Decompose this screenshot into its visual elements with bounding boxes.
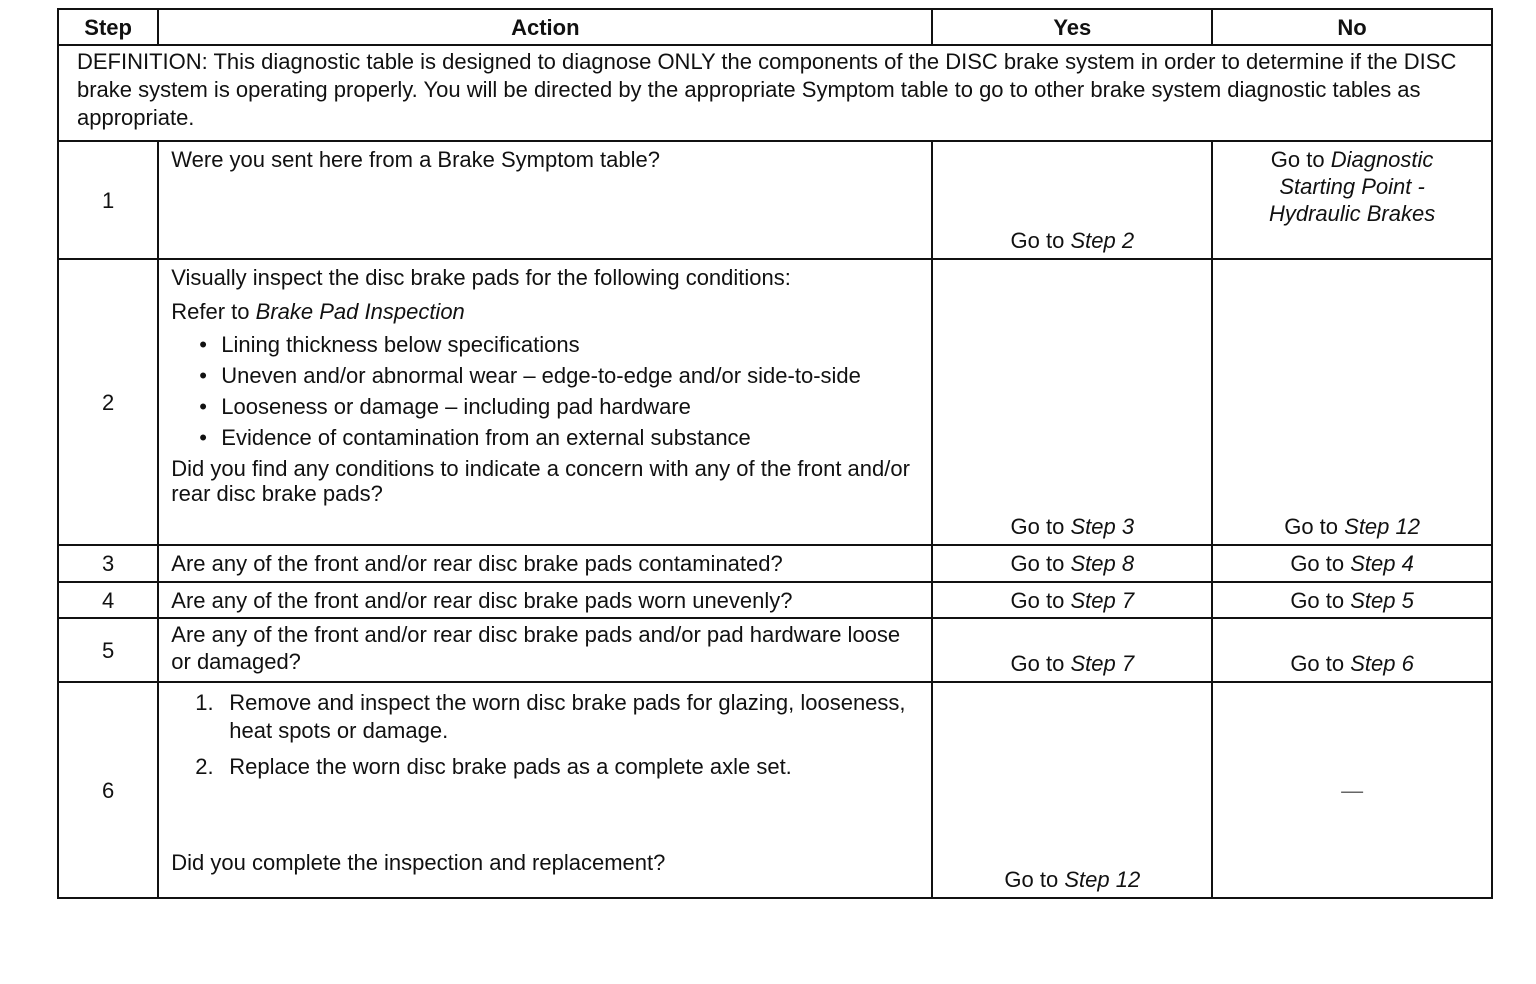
refer-target: Brake Pad Inspection: [255, 299, 465, 324]
header-yes: Yes: [932, 9, 1212, 45]
no-cell: [1212, 259, 1492, 545]
goto-prefix: Go to: [1004, 867, 1059, 892]
table-row: [58, 141, 1492, 259]
table-row: [58, 545, 1492, 582]
no-cell: [1212, 141, 1492, 259]
bullet-icon: •: [199, 363, 207, 388]
goto-prefix: Go to: [1290, 587, 1345, 613]
bullet-icon: •: [199, 332, 207, 357]
definition-row: [58, 45, 1492, 141]
action-cell: [158, 259, 932, 545]
header-step: Step: [58, 9, 158, 45]
yes-cell: [932, 545, 1212, 582]
goto-target: Step 3: [1070, 514, 1135, 539]
no-cell: [1212, 545, 1492, 582]
list-item: 1. Remove and inspect the worn disc brake pads for glazing, looseness, heat spots or damage.: [195, 690, 906, 743]
yes-cell: [932, 618, 1212, 682]
step-number: 5: [58, 618, 158, 682]
table-row: [58, 618, 1492, 682]
goto-prefix: Go to: [1010, 551, 1065, 576]
goto-target: Step 7: [1070, 651, 1135, 676]
action-question: Did you find any conditions to indicate a concern with any of the front and/or rear disc brake pads?: [171, 456, 910, 506]
step-number: 4: [58, 582, 158, 618]
table-row: [58, 259, 1492, 545]
action-cell: [158, 682, 932, 898]
table-row: [58, 582, 1492, 618]
step-number: 1: [58, 141, 158, 259]
action-text: Are any of the front and/or rear disc brake pads worn unevenly?: [158, 582, 932, 618]
goto-target: Step 7: [1070, 587, 1135, 613]
refer-prefix: Refer to: [171, 299, 250, 324]
no-value: —: [1341, 777, 1364, 803]
no-cell: [1212, 582, 1492, 618]
goto-target: Diagnostic: [1330, 147, 1434, 172]
no-cell: [1212, 618, 1492, 682]
action-question: Did you complete the inspection and replacement?: [171, 850, 666, 875]
goto-prefix: Go to: [1010, 514, 1065, 539]
yes-cell: [932, 259, 1212, 545]
action-text: Are any of the front and/or rear disc brake pads and/or pad hardware loose or damaged?: [158, 618, 932, 682]
definition-text: DEFINITION: This diagnostic table is designed to diagnose ONLY the components of the DISC brake system in order to determine if the DISC brake system is operating properly. You will be directed by the appropriate Symptom table to go to other brake system diagnostic tables as appropriate.: [58, 45, 1492, 141]
goto-prefix: Go to: [1010, 651, 1065, 676]
step-number: 3: [58, 545, 158, 582]
bullet-icon: •: [199, 394, 207, 419]
table-row: [58, 682, 1492, 898]
action-cell: [158, 141, 932, 259]
header-no: No: [1212, 9, 1492, 45]
goto-target: Step 4: [1350, 551, 1414, 576]
action-text: Were you sent here from a Brake Symptom table?: [171, 147, 660, 172]
goto-target: Step 12: [1064, 867, 1141, 892]
list-item: 2. Replace the worn disc brake pads as a complete axle set.: [195, 754, 792, 779]
step-number: 6: [58, 682, 158, 898]
goto-prefix: Go to: [1284, 514, 1339, 539]
goto-target: Step 2: [1070, 228, 1135, 253]
yes-cell: [932, 682, 1212, 898]
goto-prefix: Go to: [1270, 147, 1325, 172]
goto-target: Step 6: [1350, 651, 1414, 676]
list-item: • Uneven and/or abnormal wear – edge-to-edge and/or side-to-side: [199, 363, 861, 388]
header-action: Action: [158, 9, 932, 45]
refer-line: [171, 298, 919, 325]
goto-prefix: Go to: [1290, 651, 1345, 676]
goto-target: Hydraulic Brakes: [1268, 201, 1436, 226]
goto-prefix: Go to: [1010, 228, 1065, 253]
bullet-icon: •: [199, 425, 207, 450]
goto-target: Step 12: [1344, 514, 1420, 539]
header-row: [58, 9, 1492, 45]
list-item: • Looseness or damage – including pad hardware: [199, 394, 691, 419]
no-cell: [1212, 682, 1492, 898]
goto-prefix: Go to: [1290, 551, 1345, 576]
action-intro: Visually inspect the disc brake pads for the following conditions:: [171, 265, 791, 290]
yes-cell: [932, 582, 1212, 618]
goto-prefix: Go to: [1010, 587, 1065, 613]
diagnostic-table: [57, 8, 1493, 899]
yes-cell: [932, 141, 1212, 259]
list-item: • Evidence of contamination from an external substance: [199, 425, 751, 450]
step-number: 2: [58, 259, 158, 545]
goto-target: Step 8: [1070, 551, 1135, 576]
list-item: • Lining thickness below specifications: [199, 332, 580, 357]
goto-target: Starting Point -: [1279, 174, 1425, 199]
goto-target: Step 5: [1350, 587, 1414, 613]
action-text: Are any of the front and/or rear disc brake pads contaminated?: [158, 545, 932, 582]
